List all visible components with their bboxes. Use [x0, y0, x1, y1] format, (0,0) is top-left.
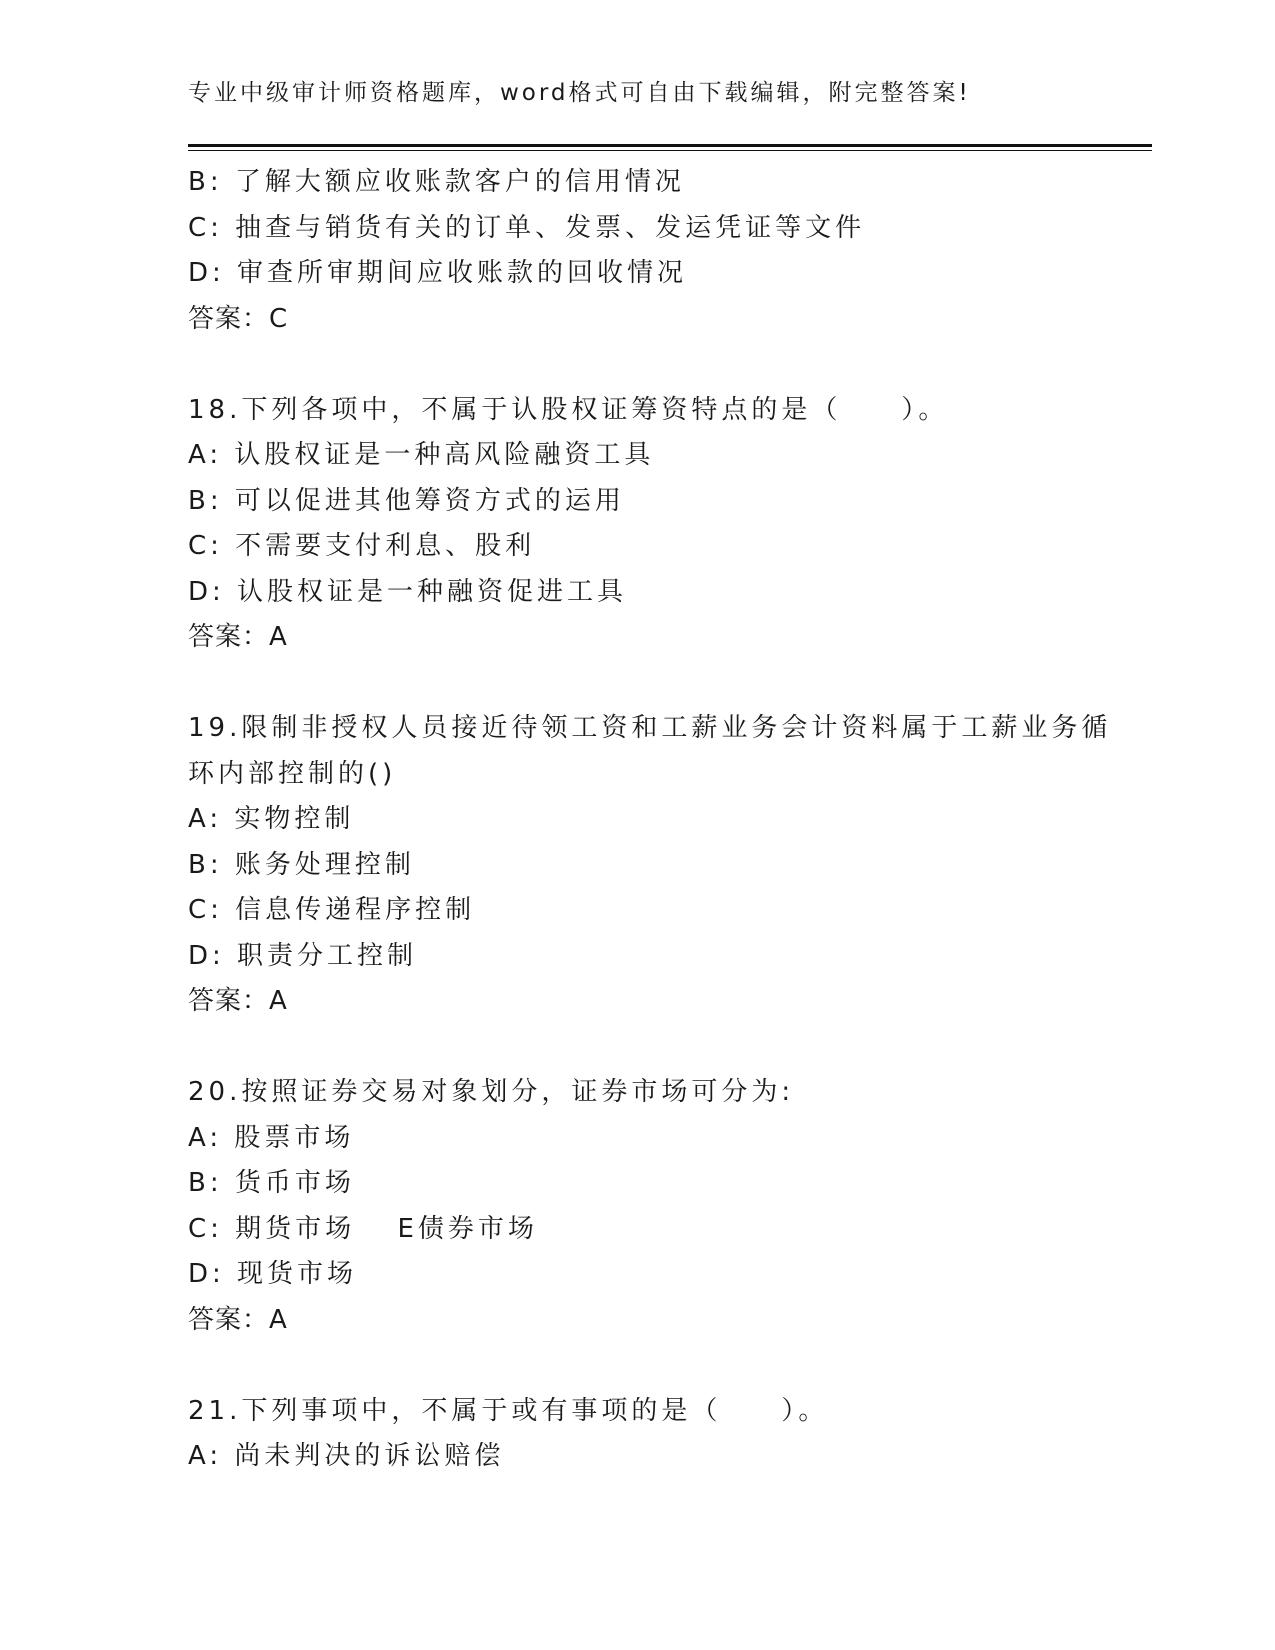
- option-c: C: 信息传递程序控制: [188, 895, 476, 925]
- option-c: C: 抽查与销货有关的订单、发票、发运凭证等文件: [188, 212, 866, 243]
- question-content: [188, 160, 1152, 1480]
- spacer: [188, 1025, 1152, 1071]
- question-17-continued: [188, 160, 1152, 342]
- question-19: [188, 706, 1152, 1025]
- option-d: D: 职责分工控制: [188, 940, 418, 971]
- question-stem: 18.下列各项中，不属于认股权证筹资特点的是（ ）。: [188, 394, 949, 425]
- option-a: A: 尚未判决的诉讼赔偿: [188, 1441, 505, 1471]
- question-20: [188, 1070, 1152, 1343]
- question-stem: 20.按照证券交易对象划分，证券市场可分为:: [188, 1077, 795, 1107]
- question-stem: 21.下列事项中，不属于或有事项的是（ ）。: [188, 1395, 829, 1426]
- spacer: [188, 661, 1152, 707]
- question-stem-line-2: 环内部控制的(): [188, 758, 397, 789]
- header-rule-thin: [188, 150, 1152, 151]
- answer: 答案：C: [188, 303, 289, 334]
- option-c: C: 不需要支付利息、股利: [188, 531, 536, 561]
- option-a: A: 实物控制: [188, 804, 355, 834]
- option-b: B: 可以促进其他筹资方式的运用: [188, 485, 625, 516]
- question-21: [188, 1389, 1152, 1480]
- option-b: B: 账务处理控制: [188, 849, 415, 880]
- spacer: [188, 342, 1152, 388]
- answer: 答案：A: [188, 622, 288, 652]
- spacer: [188, 1343, 1152, 1389]
- answer: 答案：A: [188, 1304, 288, 1335]
- option-d: D: 认股权证是一种融资促进工具: [188, 576, 628, 607]
- page-header: 专业中级审计师资格题库，word格式可自由下载编辑，附完整答案!: [188, 80, 971, 106]
- question-18: [188, 388, 1152, 661]
- answer: 答案：A: [188, 986, 288, 1016]
- option-a: A: 股票市场: [188, 1122, 355, 1153]
- option-c: C: 期货市场 E债券市场: [188, 1213, 538, 1244]
- option-a: A: 认股权证是一种高风险融资工具: [188, 440, 655, 470]
- option-d: D: 现货市场: [188, 1259, 358, 1289]
- header-rule-thick: [188, 144, 1152, 147]
- question-stem-line-1: 19.限制非授权人员接近待领工资和工薪业务会计资料属于工薪业务循: [188, 713, 1112, 743]
- option-b: B: 货币市场: [188, 1168, 355, 1198]
- option-d: D: 审查所审期间应收账款的回收情况: [188, 258, 688, 288]
- option-b: B: 了解大额应收账款客户的信用情况: [188, 167, 685, 197]
